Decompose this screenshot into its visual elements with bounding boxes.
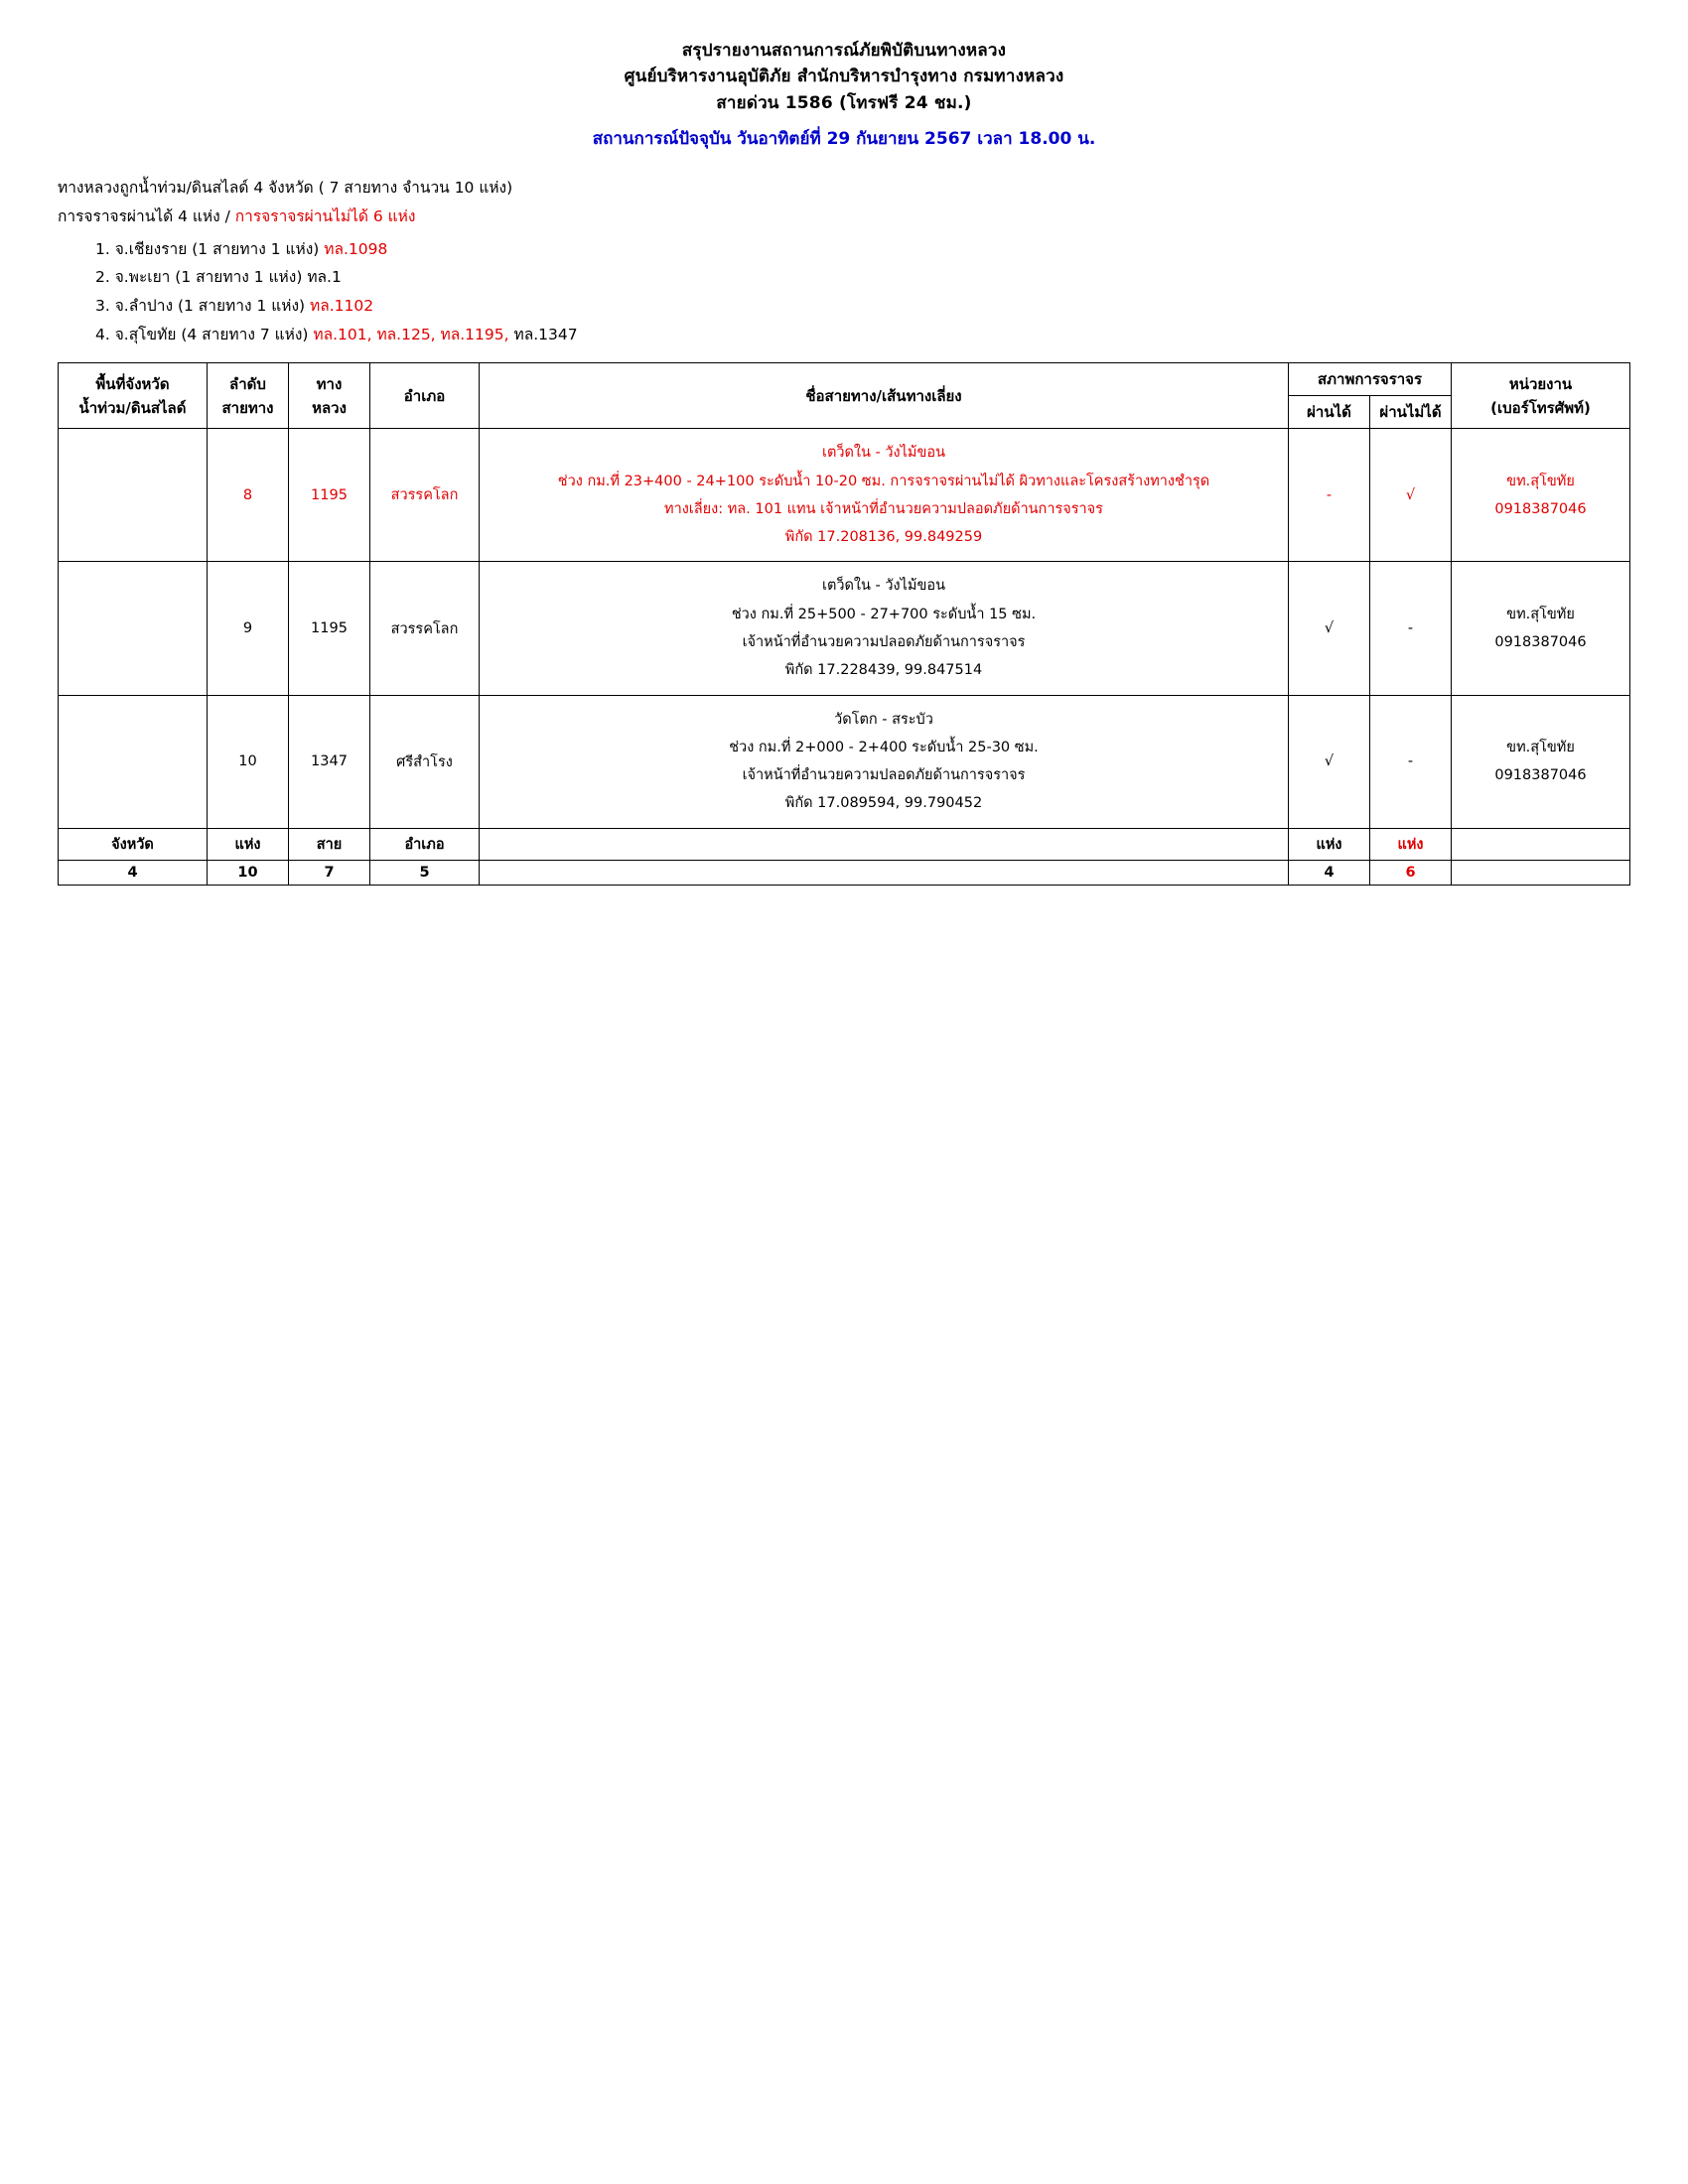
list-item-tail: ทล.1347 [508,325,578,343]
route-coordinates: พิกัด 17.089594, 99.790452 [784,795,983,812]
summary-value-pass: 4 [1289,860,1370,885]
summary-label-amphoe: อำเภอ [370,828,480,860]
table-row [59,695,1630,828]
unit-name: ขท.สุโขทัย [1506,606,1575,622]
header-route: ชื่อสายทาง/เส้นทางเลี่ยง [480,363,1289,429]
list-item [95,321,1630,349]
table-header-row [59,363,1630,396]
cell-nopass: √ [1370,429,1452,562]
list-item-text: 4. จ.สุโขทัย (4 สายทาง 7 แห่ง) [95,325,314,343]
header-amphoe: อำเภอ [370,363,480,429]
cell-order: 9 [208,562,289,695]
cell-unit [1452,562,1630,695]
list-item-text: 2. จ.พะเยา (1 สายทาง 1 แห่ง) [95,268,308,287]
route-detail: ช่วง กม.ที่ 2+000 - 2+400 ระดับน้ำ 25-30 ซม. [729,739,1039,755]
header-unit-line2: (เบอร์โทรศัพท์) [1490,398,1591,417]
route-name: เตว็ดใน - วังไม้ขอน [822,445,945,462]
cell-province [59,695,208,828]
cell-highway: 1195 [289,429,370,562]
summary-value-highway: 7 [289,860,370,885]
cell-unit [1452,695,1630,828]
summary-value-row [59,860,1630,885]
list-item-text: 1. จ.เชียงราย (1 สายทาง 1 แห่ง) [95,239,325,258]
cell-highway: 1347 [289,695,370,828]
route-detour: ทางเลี่ยง: ทล. 101 แทน เจ้าหน้าที่อำนวยความปลอดภัยด้านการจราจร [664,500,1103,517]
intro-province-list [58,235,1630,349]
unit-name: ขท.สุโขทัย [1506,739,1575,755]
header-hotline: สายด่วน 1586 (โทรฟรี 24 ชม.) [716,92,972,113]
list-item [95,263,1630,292]
cell-pass: √ [1289,695,1370,828]
cell-province [59,429,208,562]
cell-route [480,562,1289,695]
header-title-line1: สรุปรายงานสถานการณ์ภัยพิบัติบนทางหลวง [681,41,1007,61]
cell-amphoe: สวรรคโลก [370,429,480,562]
header-province [59,363,208,429]
route-officer: เจ้าหน้าที่อำนวยความปลอดภัยด้านการจราจร [742,767,1026,784]
header-unit-line1: หน่วยงาน [1508,374,1573,393]
cell-route [480,695,1289,828]
summary-value-province: 4 [59,860,208,885]
intro-summary: ทางหลวงถูกน้ำท่วม/ดินสไลด์ 4 จังหวัด ( 7 สายทาง จำนวน 10 แห่ง) [58,179,513,198]
summary-label-pass: แห่ง [1289,828,1370,860]
header-province-line2: น้ำท่วม/ดินสไลด์ [78,398,187,417]
unit-phone: 0918387046 [1494,767,1587,784]
cell-unit [1452,429,1630,562]
unit-phone: 0918387046 [1494,634,1587,650]
route-officer: เจ้าหน้าที่อำนวยความปลอดภัยด้านการจราจร [742,634,1026,650]
list-item-red: ทล.1102 [310,297,374,316]
unit-name: ขท.สุโขทัย [1506,473,1575,489]
cell-province [59,562,208,695]
summary-label-unit [1452,828,1630,860]
intro-block [58,174,1630,348]
cell-route [480,429,1289,562]
cell-order: 8 [208,429,289,562]
summary-value-order: 10 [208,860,289,885]
list-item-text: 3. จ.ลำปาง (1 สายทาง 1 แห่ง) [95,297,311,316]
cell-highway: 1195 [289,562,370,695]
header-province-line1: พื้นที่จังหวัด [95,374,170,393]
header-order-line2: สายทาง [221,398,274,417]
summary-value-unit [1452,860,1630,885]
cell-pass: - [1289,429,1370,562]
list-item-tail: ทล.1 [307,268,342,287]
route-detail: ช่วง กม.ที่ 25+500 - 27+700 ระดับน้ำ 15 ซม. [731,606,1037,622]
header-title-line2: ศูนย์บริหารงานอุบัติภัย สำนักบริหารบำรุงทาง กรมทางหลวง [624,67,1064,87]
list-item [95,292,1630,321]
cell-nopass: - [1370,562,1452,695]
cell-nopass: - [1370,695,1452,828]
table-row [59,429,1630,562]
header-highway-line2: หลวง [312,398,347,417]
header-pass: ผ่านได้ [1289,396,1370,429]
summary-label-province: จังหวัด [59,828,208,860]
header-order [208,363,289,429]
route-detail: ช่วง กม.ที่ 23+400 - 24+100 ระดับน้ำ 10-20 ซม. การจราจรผ่านไม่ได้ ผิวทางและโครงสร้างทางชำรุด [557,473,1210,489]
header-highway-line1: ทาง [316,374,343,393]
table-row [59,562,1630,695]
cell-pass: √ [1289,562,1370,695]
summary-value-nopass: 6 [1370,860,1452,885]
summary-label-route [480,828,1289,860]
list-item-red: ทล.1098 [324,239,388,258]
unit-phone: 0918387046 [1494,500,1587,517]
cell-amphoe: สวรรคโลก [370,562,480,695]
intro-pass-label: การจราจรผ่านได้ 4 แห่ง / [58,207,235,226]
document-header [58,38,1630,152]
header-nopass: ผ่านไม่ได้ [1370,396,1452,429]
intro-pass-summary [58,203,1630,231]
route-coordinates: พิกัด 17.228439, 99.847514 [784,662,983,679]
header-unit [1452,363,1630,429]
header-status-datetime: สถานการณ์ปัจจุบัน วันอาทิตย์ที่ 29 กันยายน 2567 เวลา 18.00 น. [592,129,1096,150]
header-traffic: สภาพการจราจร [1289,363,1452,396]
route-name: วัดโตก - สระบัว [834,711,933,728]
route-name: เตว็ดใน - วังไม้ขอน [822,578,945,595]
summary-label-order: แห่ง [208,828,289,860]
summary-label-highway: สาย [289,828,370,860]
header-order-line1: ลำดับ [229,374,266,393]
intro-nopass-label: การจราจรผ่านไม่ได้ 6 แห่ง [234,207,416,226]
summary-value-route [480,860,1289,885]
cell-amphoe: ศรีสำโรง [370,695,480,828]
list-item-red: ทล.101, ทล.125, ทล.1195, [313,325,509,343]
summary-label-row [59,828,1630,860]
summary-label-nopass: แห่ง [1370,828,1452,860]
route-coordinates: พิกัด 17.208136, 99.849259 [784,529,983,546]
cell-order: 10 [208,695,289,828]
header-highway [289,363,370,429]
summary-value-amphoe: 5 [370,860,480,885]
incident-table [58,362,1630,885]
list-item [95,235,1630,264]
